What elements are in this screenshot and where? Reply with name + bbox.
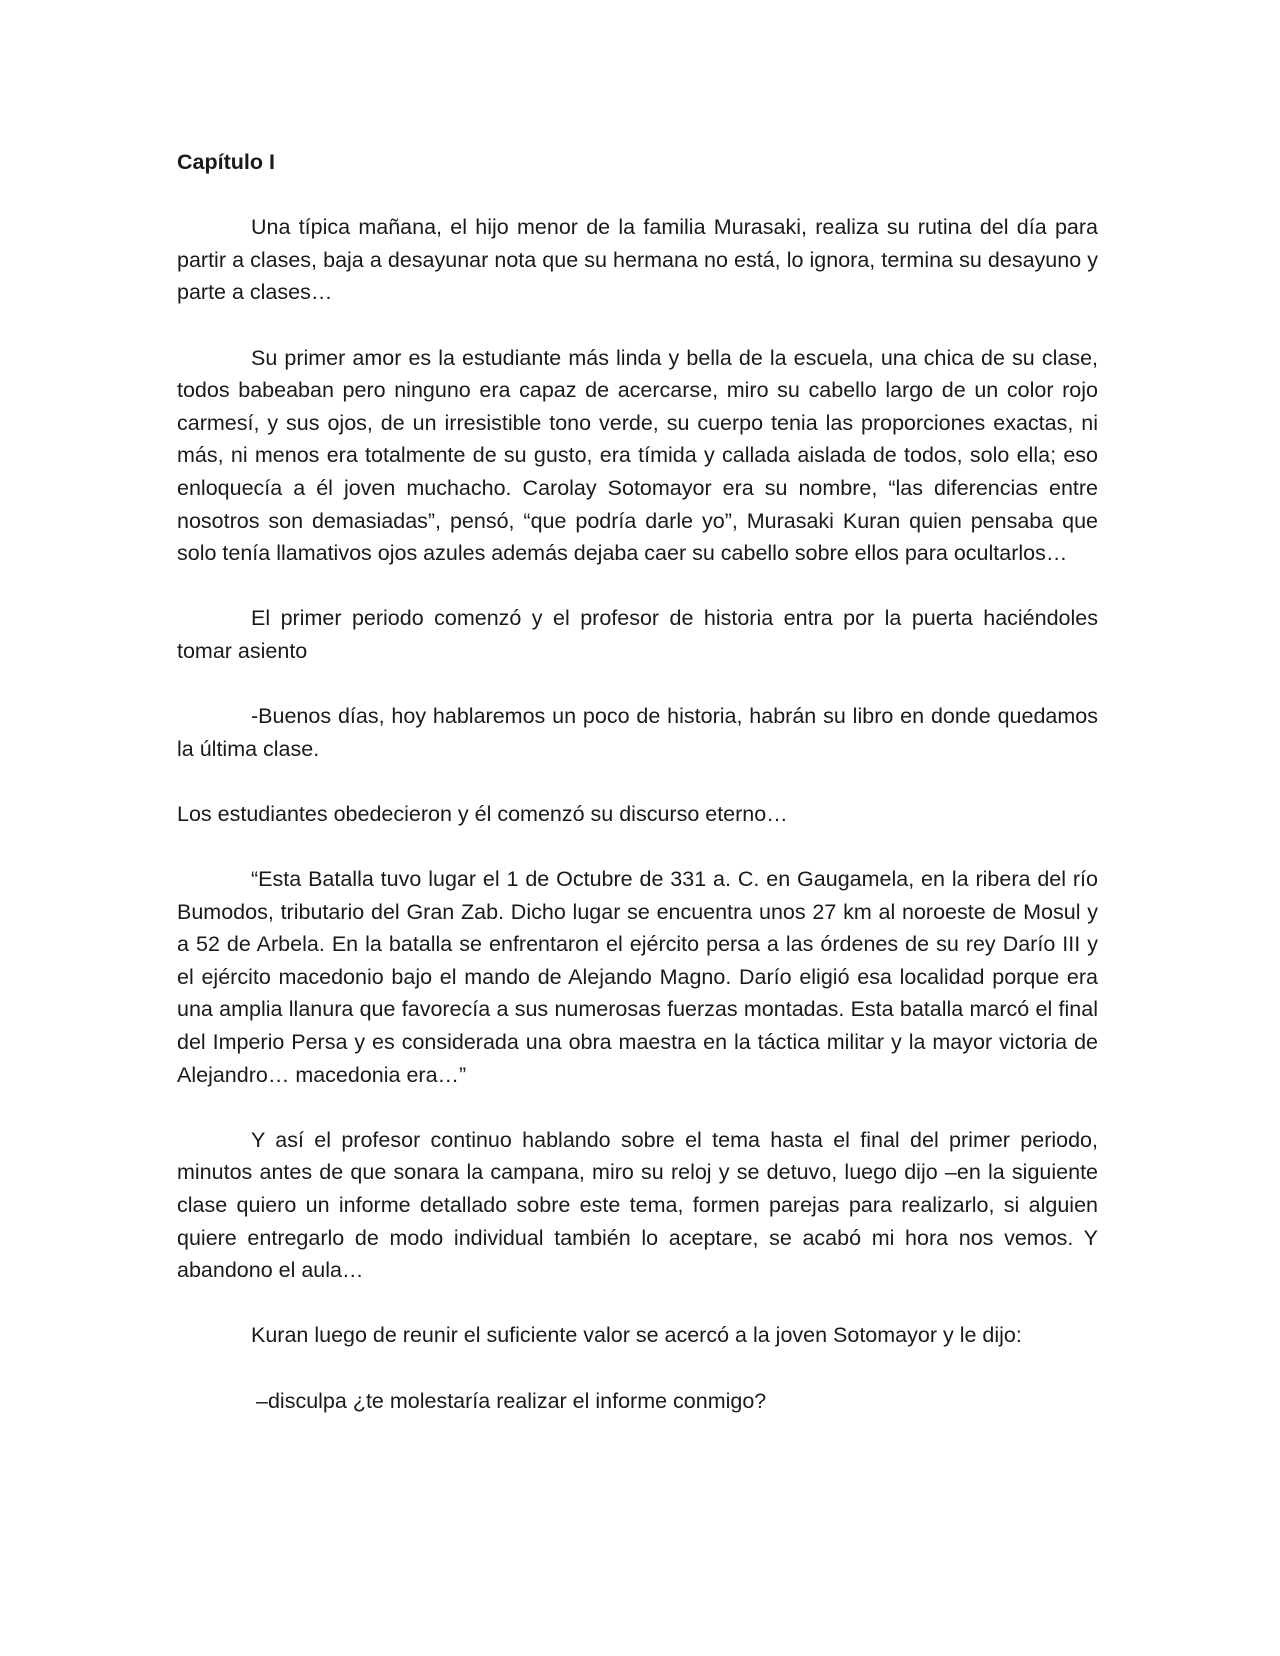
document-page bbox=[177, 146, 1098, 1417]
paragraph-assignment: Y así el profesor continuo hablando sobre el tema hasta el final del primer periodo, minutos antes de que sonara la campana, miro su reloj y se detuvo, luego dijo –en la siguiente clase quiero un informe detallado sobre este tema, formen parejas para realizarlo, si alguien quiere entregarlo de modo individual también lo aceptare, se acabó mi hora nos vemos. Y abandono el aula… bbox=[177, 1127, 1098, 1283]
paragraph-students-obey: Los estudiantes obedecieron y él comenzó su discurso eterno… bbox=[177, 801, 788, 826]
paragraph-morning-routine: Una típica mañana, el hijo menor de la familia Murasaki, realiza su rutina del día para partir a clases, baja a desayunar nota que su hermana no está, lo ignora, termina su desayuno y parte a clases… bbox=[177, 215, 1098, 305]
paragraph-kuran-approach: Kuran luego de reunir el suficiente valor se acercó a la joven Sotomayor y le dijo: bbox=[251, 1323, 1022, 1348]
paragraph-kuran-question: –disculpa ¿te molestaría realizar el informe conmigo? bbox=[256, 1388, 767, 1413]
paragraph-first-love: Su primer amor es la estudiante más linda y bella de la escuela, una chica de su clase, todos babeaban pero ninguno era capaz de acercarse, miro su cabello largo de un color rojo carmesí, y sus ojos, de un irresistible tono verde, su cuerpo tenia las proporciones exactas, ni más, ni menos era totalmente de su gusto, era tímida y callada aislada de todos, solo ella; eso enloquecía a él joven muchacho. Carolay Sotomayor era su nombre, “las diferencias entre nosotros son demasiadas”, pensó, “que podría darle yo”, Murasaki Kuran quien pensaba que solo tenía llamativos ojos azules además dejaba caer su cabello sobre ellos para ocultarlos… bbox=[177, 345, 1098, 566]
chapter-title: Capítulo I bbox=[177, 150, 275, 174]
paragraph-teacher-greeting: -Buenos días, hoy hablaremos un poco de historia, habrán su libro en donde quedamos la última clase. bbox=[177, 704, 1098, 761]
paragraph-battle-lecture: “Esta Batalla tuvo lugar el 1 de Octubre de 331 a. C. en Gaugamela, en la ribera del río Bumodos, tributario del Gran Zab. Dicho lugar se encuentra unos 27 km al noroeste de Mosul y a 52 de Arbela. En la batalla se enfrentaron el ejército persa a las órdenes de su rey Darío III y el ejército macedonio bajo el mando de Alejando Magno. Darío eligió esa localidad porque era una amplia llanura que favorecía a sus numerosas fuerzas montadas. Esta batalla marcó el final del Imperio Persa y es considerada una obra maestra en la táctica militar y la mayor victoria de Alejandro… macedonia era…” bbox=[177, 867, 1098, 1087]
paragraph-first-period: El primer periodo comenzó y el profesor de historia entra por la puerta haciéndoles tomar asiento bbox=[177, 606, 1098, 663]
